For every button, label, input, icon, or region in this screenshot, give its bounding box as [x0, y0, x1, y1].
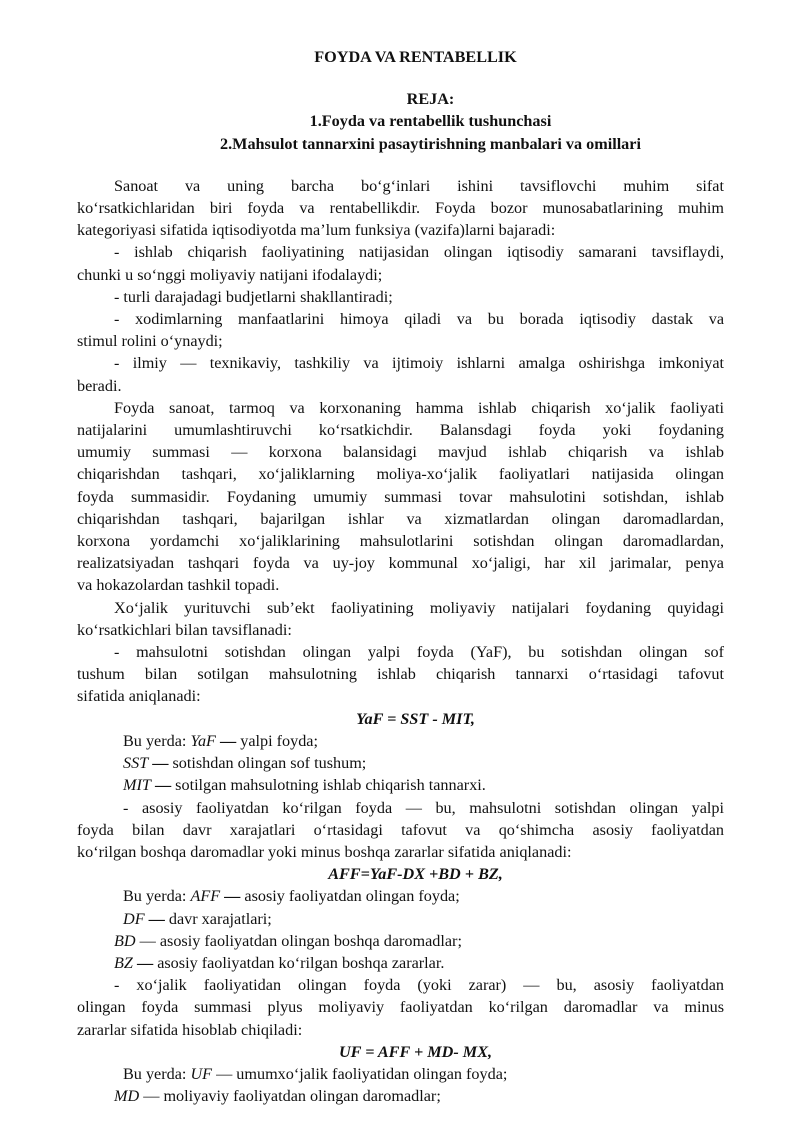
text-line: - xodimlarning manfaatlarini himoya qiladi va bu borada iqtisodiy dastak va: [114, 310, 724, 329]
plan-item: 2.Mahsulot tannarxini pasaytirishning manbalari va omillari: [220, 134, 641, 153]
text-line: - ilmiy — texnikaviy, tashkiliy va ijtimoiy ishlarni amalga oshirishga imkoniyat: [114, 354, 724, 373]
text-line: ko‘rilgan boshqa daromadlar yoki minus boshqa zararlar sifatida aniqlanadi:: [77, 842, 572, 861]
plan-item: 1.Foyda va rentabellik tushunchasi: [309, 112, 552, 131]
plan-heading: REJA:: [406, 90, 455, 109]
definition-line: MD — moliyaviy faoliyatdan olingan daromadlar;: [114, 1087, 441, 1106]
definition-line: SST — sotishdan olingan sof tushum;: [123, 754, 367, 773]
text-line: - ishlab chiqarish faoliyatining natijasidan olingan iqtisodiy samarani tavsiflaydi,: [114, 243, 724, 262]
text-line: korxona yordamchi xo‘jaliklarining mahsulotlarini sotishdan olingan daromadlardan,: [77, 532, 724, 551]
text-line: realizatsiyadan tashqari foyda va uy-joy kommunal xo‘jaligi, har xil jarimalar, penya: [77, 554, 724, 573]
text-line: - asosiy faoliyatdan ko‘rilgan foyda — bu, mahsulotni sotishdan olingan yalpi: [123, 798, 724, 817]
text-line: foyda summasidir. Foydaning umumiy summasi tovar mahsulotini sotishdan, ishlab: [77, 487, 724, 506]
definition-line: Bu yerda: AFF — asosiy faoliyatdan olingan foyda;: [123, 887, 460, 906]
formula-total-profit: UF = AFF + MD- MX,: [338, 1042, 493, 1061]
text-line: ko‘rsatkichlari bilan tavsiflanadi:: [77, 620, 292, 639]
definition-line: Bu yerda: YaF — yalpi foyda;: [123, 731, 318, 750]
text-line: Foyda sanoat, tarmoq va korxonaning hamma ishlab chiqarish xo‘jalik faoliyati: [114, 398, 724, 417]
text-line: tushum bilan sotilgan mahsulotning ishlab chiqarish tannarxi o‘rtasidagi tafovut: [77, 665, 724, 684]
document-title: FOYDA VA RENTABELLIK: [314, 48, 517, 66]
text-line: chiqarishdan tashqari, bajarilgan ishlar va xizmatlardan olingan daromadlardan,: [77, 509, 724, 528]
definition-line: BD — asosiy faoliyatdan olingan boshqa daromadlar;: [114, 931, 462, 950]
definition-line: Bu yerda: UF — umumxo‘jalik faoliyatidan olingan foyda;: [123, 1064, 508, 1083]
text-line: ko‘rsatkichlaridan biri foyda va rentabellikdir. Foyda bozor munosabatlarining muhim: [77, 199, 724, 218]
text-line: - mahsulotni sotishdan olingan yalpi foyda (YaF), bu sotishdan olingan sof: [114, 643, 724, 662]
formula-gross-profit: YaF = SST - MIT,: [356, 709, 475, 728]
text-line: sifatida aniqlanadi:: [77, 687, 201, 706]
text-line: Xo‘jalik yurituvchi sub’ekt faoliyatining moliyaviy natijalari foydaning quyidagi: [114, 598, 724, 617]
text-line: - turli darajadagi budjetlarni shakllantiradi;: [114, 287, 393, 306]
text-line: umumiy summasi — korxona balansidagi mavjud ishlab chiqarish va ishlab: [77, 443, 724, 462]
text-line: va hokazolardan tashkil topadi.: [77, 576, 280, 595]
text-line: chiqarishdan tashqari, xo‘jaliklarning moliya-xo‘jalik faoliyatlari natijasida olingan: [77, 465, 724, 484]
text-line: Sanoat va uning barcha bo‘g‘inlari ishini tavsiflovchi muhim sifat: [114, 176, 724, 195]
formula-core-profit: AFF=YaF-DX +BD + BZ,: [328, 865, 503, 884]
text-line: - xo‘jalik faoliyatidan olingan foyda (yoki zarar) — bu, asosiy faoliyatdan: [114, 976, 724, 995]
definition-line: MIT — sotilgan mahsulotning ishlab chiqarish tannarxi.: [123, 776, 486, 795]
text-line: chunki u so‘nggi moliyaviy natijani ifodalaydi;: [77, 265, 383, 284]
text-line: natijalarini umumlashtiruvchi ko‘rsatkichdir. Balansdagi foyda yoki foydaning: [77, 421, 724, 440]
text-line: beradi.: [77, 376, 122, 395]
text-line: olingan foyda summasi plyus moliyaviy faoliyatdan ko‘rilgan daromadlar va minus: [77, 998, 724, 1017]
definition-line: BZ — asosiy faoliyatdan ko‘rilgan boshqa zararlar.: [114, 953, 445, 972]
text-line: zararlar sifatida hisoblab chiqiladi:: [77, 1020, 303, 1039]
text-line: foyda bilan davr xarajatlari o‘rtasidagi tafovut va qo‘shimcha asosiy faoliyatdan: [77, 820, 724, 839]
text-line: kategoriyasi sifatida iqtisodiyotda ma’lum funksiya (vazifa)larni bajaradi:: [77, 221, 556, 240]
text-line: stimul rolini o‘ynaydi;: [77, 332, 223, 351]
definition-line: DF — davr xarajatlari;: [123, 909, 272, 928]
